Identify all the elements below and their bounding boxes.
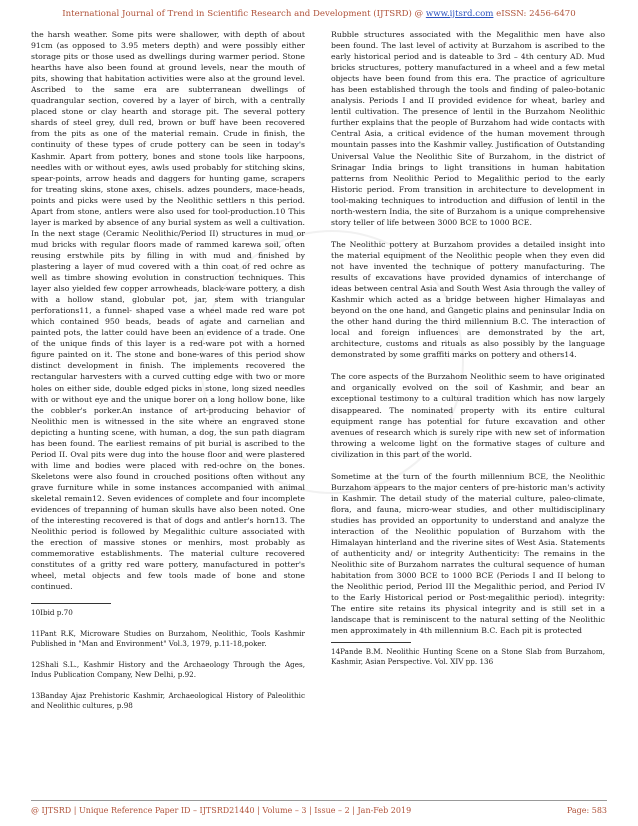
journal-link[interactable]: www.ijtsrd.com bbox=[425, 9, 494, 19]
footnote-10: 10Ibid p.70 bbox=[31, 608, 73, 618]
header-suffix: eISSN: 2456-6470 bbox=[493, 9, 576, 19]
footer-divider bbox=[31, 800, 607, 801]
left-body-paragraph: the harsh weather. Some pits were shallower, with depth of about 91cm (as opposed to 3.95 meters depth) and were possibly either storage pits or those used as dwellings during warmer period. Stone hearths have also been found at ground levels, near the mouth of pits, showing that habitation activities were also at the ground level. Ascribed to the same era are subterranean dwellings of quadrangular section, covered by a layer of birch, with a centrally placed stone or clay hearth and storage pit. The several pottery shards of steel grey, dull red, brown or buff have been recovered from the pits as one of the material remain. Crude in finish, the continuity of these types of crude pottery can be seen in today's Kashmir. Apart from pottery, bones and stone tools like harpoons, needles with or without eyes, awls used probably for stitching skins, spear-points, arrow heads and daggers for hunting game, scrapers for treating skins, stone axes, chisels. adzes pounders, mace-heads, points and picks were used by the Neolithic settlers n this period. Apart from stone, antlers were also used for tool-production.10 This layer is marked by absence of any burial system as well a cultivation. In the next stage (Ceramic Neolithic/Period II) structures in mud or mud bricks with regular floors made of rammed karewa soil, often reusing erstwhile pits by filling in with mud and finished by plastering a layer of mud covered with a thin coat of red ochre as well as timbre showing evolution in construction techniques. This layer also yielded few copper arrowheads, black-ware pottery, a dish with a hollow stand, globular pot, jar, stem with triangular perforations11, a funnel- shaped vase a wheel made red ware pot which contained 950 beads, beads of agate and carnelian and painted pots, the latter could have been an evidence of a trade. One of the unique finds of this layer is a red-ware pot with a horned figure painted on it. The stone and bone-wares of this period show distinct development in finish. The implements recovered the rectangular harvesters with a curved cutting edge with two or more holes on either side, double edged picks in stone, long sized needles with or without eye and the unique borer on a long hollow bone, like the cobbler's porker.An instance of art-producing behavior of Neolithic men is witnessed in the site where an engraved stone depicting a hunting scene, with human, a dog, the sun path diagram has been found. The earliest remains of pit burial is ascribed to the Period II. Oval pits were dug into the house floor and were plastered with lime and bodies were placed with red-ochre on the bones. Skeletons were also found in crouched positions often without any grave furniture while in some instances accompanied with animal skeletal remain12. Seven evidences of complete and four incomplete evidences of trepanning of human skulls have also been noted. One of the interesting recovered is that of dogs and antler's horn13. The Neolithic period is followed by Megalithic culture associated with the erection of massive stones or menhirs, most probably as commemorative establishments. The material culture recovered constitutes of a gritty red ware pottery, manufactured in potter's wheel, metal objects and few tools made of bone and stone continued. bbox=[31, 30, 305, 592]
left-column bbox=[31, 29, 305, 722]
page-number: Page: 583 bbox=[566, 806, 607, 815]
footer-reference: @ IJTSRD | Unique Reference Paper ID – IJTSRD21440 | Volume – 3 | Issue – 2 | Jan-Feb 2019 bbox=[31, 806, 412, 815]
right-paragraph-3: The core aspects of the Burzahom Neolithic seem to have originated and organically evolved on the soil of Kashmir, and bear an exceptional testimony to a cultural tradition which has now largely disappeared. The nominated property with its entire cultural equipment range has potential for future excavation and other avenues of research which is surely ripe with new set of information throwing a welcome light on the formative stages of culture and civilization in this part of the world. bbox=[331, 372, 605, 459]
right-paragraph-1: Rubble structures associated with the Megalithic men have also been found. The last level of activity at Burzahom is ascribed to the early historical period and is dateable to 3rd – 4th century AD. Mud bricks structures, pottery manufactured in a wheel and a few metal objects have been found from this era. The practice of agriculture has been established through the tools and finding of paleo-botanic analysis. Periods I and II provided evidence for wheat, barley and lentil cultivation. The presence of lentil in the Burzahom Neolithic further explains that the people of Burzahom had wide contacts with Central Asia, a critical evidence of the human movement through mountain passes into the Kashmir valley. Justification of Outstanding Universal Value the Neolithic Site of Burzahom, in the district of Srinagar India brings to light transitions in human habitation patterns from Neolithic Period to Megalithic period to the early Historic period. From transition in architecture to development in tool-making techniques to introduction and diffusion of lentil in the north-western India, the site of Burzahom is a unique comprehensive story teller of life between 3000 BCE to 1000 BCE. bbox=[331, 30, 605, 227]
footnote-divider bbox=[31, 603, 111, 604]
footnote-13: 13Banday Ajaz Prehistoric Kashmir, Archaeological History of Paleolithic and Neolithic cultures, p.98 bbox=[31, 691, 305, 711]
right-paragraph-4: Sometime at the turn of the fourth millennium BCE, the Neolithic Burzahom appears to the major centers of pre-historic man's activity in Kashmir. The detail study of the material culture, paleo-climate, flora, and fauna, micro-wear studies, and other multidisciplinary studies has provided an opportunity to understand and analyze the interaction of the Neolithic population of Burzahom with the Himalayan hinterland and the riverine sites of West Asia. Statements of authenticity and/ or integrity Authenticity: The remains in the Neolithic site of Burzahom narrates the cultural sequence of human habitation from 3000 BCE to 1000 BCE (Periods I and II belong to the Neolithic period, Period III the Megalithic period, and Period IV to the Early Historical period or Post-megalithic period). integrity: The entire site retains its physical integrity and is still set in a landscape that is reminiscent to the natural setting of the Neolithic men approximately in 4th millennium B.C. Each pit is protected bbox=[331, 471, 605, 636]
footnote-divider bbox=[331, 642, 411, 643]
journal-header bbox=[0, 9, 638, 19]
page-footer bbox=[31, 806, 607, 815]
right-column bbox=[331, 29, 605, 678]
header-prefix: International Journal of Trend in Scientific Research and Development (IJTSRD) @ bbox=[62, 9, 426, 19]
footnote-11: 11Pant R.K, Microware Studies on Burzahom, Neolithic, Tools Kashmir Published in "Man and Environment" Vol.3, 1979, p.11-18,poker. bbox=[31, 629, 305, 649]
right-paragraph-2: The Neolithic pottery at Burzahom provides a detailed insight into the material equipment of the Neolithic people when they even did not have invented the technique of pottery manufacturing. The results of excavations have provided dynamics of interchange of ideas between central Asia and South West Asia through the valley of Kashmir which acted as a bridge between higher Himalayas and beyond on the one hand, and Gangetic plains and peninsular India on the other hand during the third millennium B.C. The interaction of local and foreign influences are demonstrated by the art, architecture, customs and rituals as also possibly by the language demonstrated by some graffiti marks on pottery and others14. bbox=[331, 239, 605, 360]
footnote-14: 14Pande B.M. Neolithic Hunting Scene on a Stone Slab from Burzahom, Kashmir, Asian Perspective. Vol. XIV pp. 136 bbox=[331, 647, 605, 667]
footnote-12: 12Shali S.L., Kashmir History and the Archaeology Through the Ages, Indus Publication Company, New Delhi, p.92. bbox=[31, 660, 305, 680]
